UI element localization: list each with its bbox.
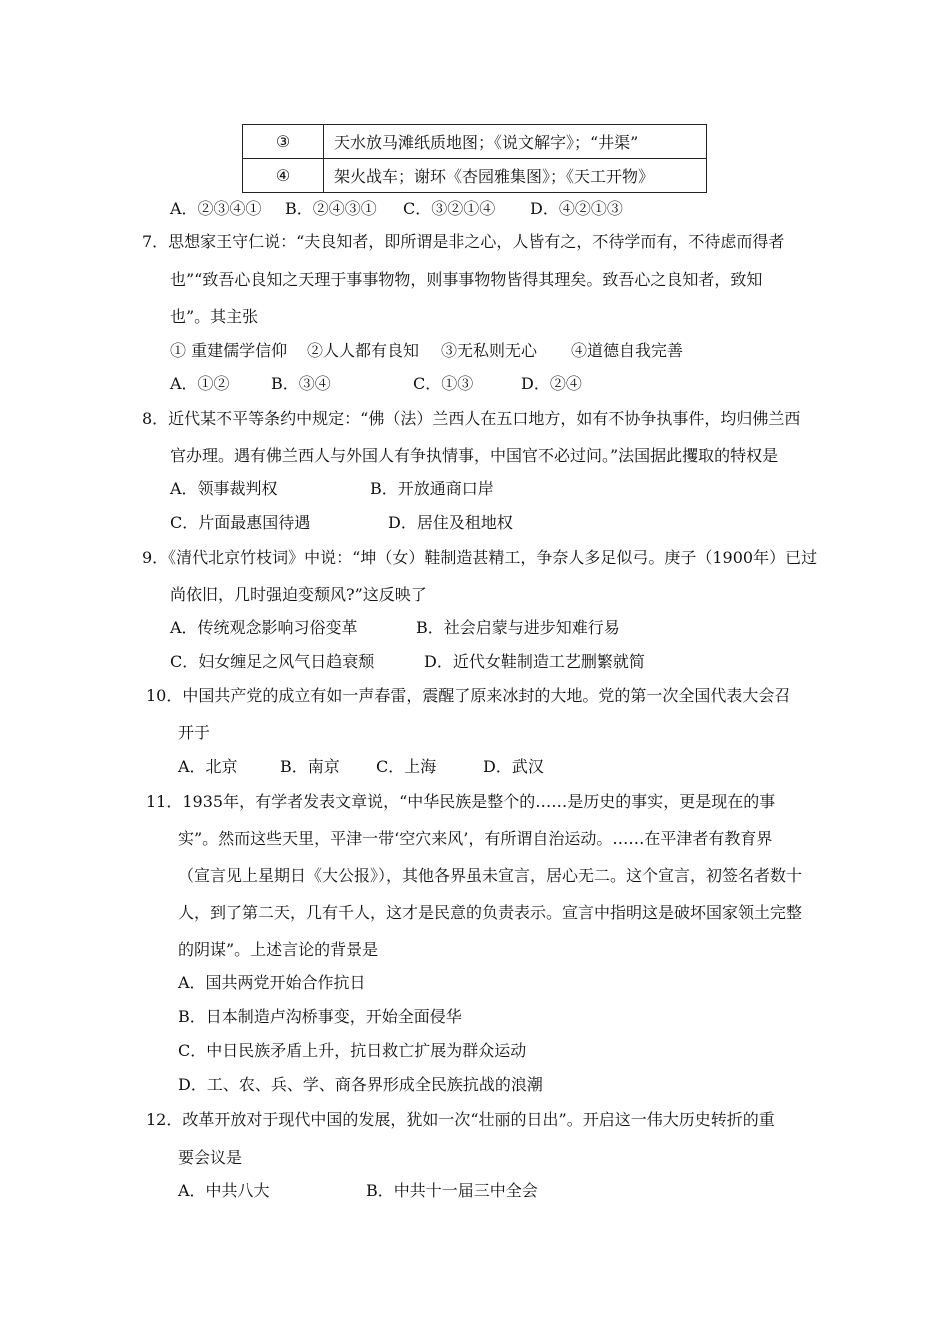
q12-line-1: 12．改革开放对于现代中国的发展，犹如一次“壮丽的日出”。开启这一伟大历史转折的重 [146,1110,775,1129]
q9-line-1: 9．《清代北京竹枝词》中说：“坤（女）鞋制造甚精工，争奈人多足似弓。庚子（1900年）已过 [142,548,818,567]
q11-option-a: A．国共两党开始合作抗日 [178,973,366,992]
row-number: ④ [243,159,324,193]
q8-line-1: 8．近代某不平等条约中规定：“佛（法）兰西人在五口地方，如有不协争执事件，均归佛兰西 [142,409,801,428]
q11-option-d: D．工、农、兵、学、商各界形成全民族抗战的浪潮 [178,1075,543,1094]
q6-option-c: C．③②①④ [403,199,496,218]
q6-option-b: B．②④③① [285,199,377,218]
q11-line-2: 实”。然而这些天里，平津一带‘空穴来风’，有所谓自治运动。……在平津者有教育界 [178,829,773,848]
q8-option-c: C．片面最惠国待遇 [170,513,311,532]
q7-option-b: B．③④ [271,374,331,393]
q9-option-a: A．传统观念影响习俗变革 [170,618,358,637]
q6-option-d: D．④②①③ [530,199,623,218]
q9-line-2: 尚依旧，几时强迫变颓风?”这反映了 [170,585,427,604]
row-number: ③ [243,125,324,159]
q10-line-1: 10．中国共产党的成立有如一声春雷，震醒了原来冰封的大地。党的第一次全国代表大会召 [146,686,791,705]
q8-option-d: D．居住及租地权 [388,513,513,532]
q11-line-5: 的阴谋”。上述言论的背景是 [178,940,379,959]
q7-item-3: ③无私则无心 [441,341,538,360]
q7-item-1: ① 重建儒学信仰 [170,341,288,360]
q11-option-c: C．中日民族矛盾上升，抗日救亡扩展为群众运动 [178,1041,527,1060]
q7-line-2: 也”“致吾心良知之天理于事事物物，则事事物物皆得其理矣。致吾心之良知者，致知 [170,270,763,289]
q7-line-1: 7．思想家王守仁说：“夫良知者，即所谓是非之心，人皆有之，不待学而有，不待虑而得者 [142,232,785,251]
q9-option-d: D．近代女鞋制造工艺删繁就简 [424,652,645,671]
q7-option-c: C．①③ [413,374,474,393]
q7-option-d: D．②④ [521,374,582,393]
q11-option-b: B．日本制造卢沟桥事变，开始全面侵华 [178,1007,462,1026]
row-text: 架火战车；谢环《杏园雅集图》；《天工开物》 [324,159,707,193]
q8-line-2: 官办理。遇有佛兰西人与外国人有争执情事，中国官不必过问。”法国据此攫取的特权是 [170,446,779,465]
table-row [243,125,707,159]
q11-line-1: 11．1935年，有学者发表文章说，“中华民族是整个的……是历史的事实，更是现在的事 [146,792,776,811]
q11-line-3: （宣言见上星期日《大公报》），其他各界虽未宣言，居心无二。这个宣言，初签名者数十 [178,866,803,885]
table-row [243,159,707,193]
q10-option-d: D．武汉 [483,757,544,776]
q7-line-3: 也”。其主张 [170,307,259,326]
q10-line-2: 开于 [178,723,211,742]
q7-option-a: A．①② [170,374,230,393]
q10-option-b: B．南京 [280,757,340,776]
q11-line-4: 人，到了第二天，几有千人，这才是民意的负责表示。宣言中指明这是破坏国家领土完整 [178,903,803,922]
q9-option-b: B．社会启蒙与进步知难行易 [416,618,620,637]
q8-option-a: A．领事裁判权 [170,479,278,498]
q7-item-2: ②人人都有良知 [307,341,420,360]
artifact-table [242,124,707,193]
q10-option-a: A．北京 [178,757,238,776]
q6-option-a: A．②③④① [170,199,262,218]
row-text: 天水放马滩纸质地图；《说文解字》；“井渠” [324,125,707,159]
q8-option-b: B．开放通商口岸 [370,479,494,498]
q12-option-b: B．中共十一届三中全会 [366,1181,538,1200]
q10-option-c: C．上海 [376,757,437,776]
q12-option-a: A．中共八大 [178,1181,270,1200]
q7-item-4: ④道德自我完善 [571,341,684,360]
q9-option-c: C．妇女缠足之风气日趋衰颓 [170,652,375,671]
q12-line-2: 要会议是 [178,1148,243,1167]
